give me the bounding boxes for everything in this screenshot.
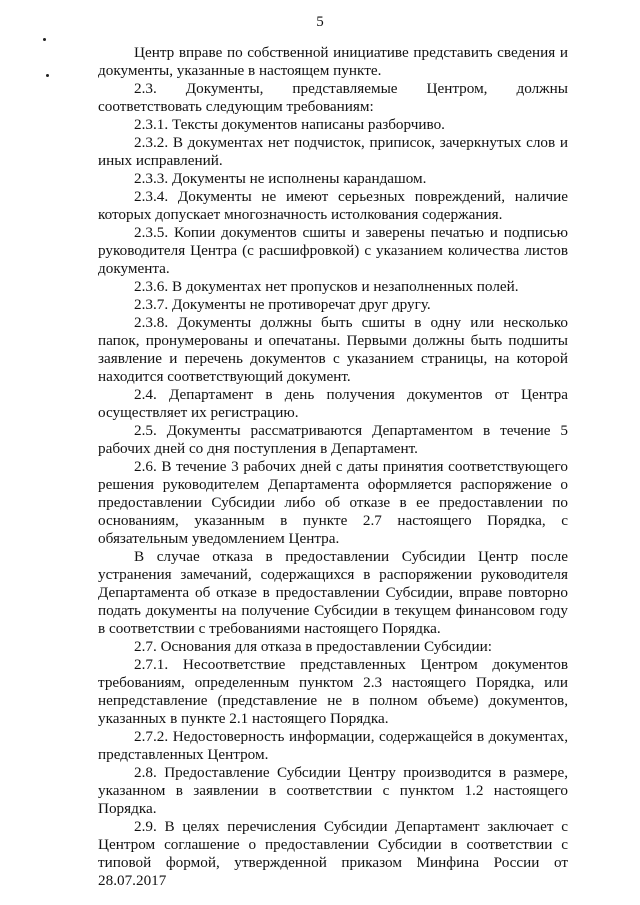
paragraph: 2.3.2. В документах нет подчисток, приписок, зачеркнутых слов и иных исправлений. bbox=[98, 134, 568, 169]
paragraph: 2.8. Предоставление Субсидии Центру производится в размере, указанном в заявлении в соответствии с пунктом 1.2 настоящего Порядка. bbox=[98, 764, 568, 817]
paragraph: 2.6. В течение 3 рабочих дней с даты принятия соответствующего решения руководителем Департамента оформляется распоряжение о предоставлении Субсидии либо об отказе в ее предоставлении по основаниям, указанным в пункте 2.7 настоящего Порядка, с обязательным уведомлением Центра. bbox=[98, 458, 568, 547]
page-number: 5 bbox=[316, 14, 324, 30]
paragraph: 2.3.6. В документах нет пропусков и незаполненных полей. bbox=[134, 278, 519, 295]
paragraph: 2.9. В целях перечисления Субсидии Департамент заключает с Центром соглашение о предоставлении Субсидии в соответствии с типовой формой, утвержденной приказом Минфина России от 28.07.2017 bbox=[98, 818, 568, 889]
paragraph: 2.3.5. Копии документов сшиты и заверены печатью и подписью руководителя Центра (с расшифровкой) с указанием количества листов документа. bbox=[98, 224, 568, 277]
paragraph: В случае отказа в предоставлении Субсидии Центр после устранения замечаний, содержащихся в распоряжении руководителя Департамента об отказе в предоставлении Субсидии, вправе повторно подать документы на получение Субсидии в текущем финансовом году в соответствии с требованиями настоящего Порядка. bbox=[98, 548, 568, 637]
paragraph: 2.5. Документы рассматриваются Департаментом в течение 5 рабочих дней со дня поступления в Департамент. bbox=[98, 422, 568, 457]
paragraph: 2.7.2. Недостоверность информации, содержащейся в документах, представленных Центром. bbox=[98, 728, 568, 763]
scan-speck bbox=[43, 38, 46, 41]
paragraph: 2.3.7. Документы не противоречат друг другу. bbox=[134, 296, 431, 313]
paragraph: 2.4. Департамент в день получения документов от Центра осуществляет их регистрацию. bbox=[98, 386, 568, 421]
document-body bbox=[98, 44, 568, 890]
paragraph: 2.3.8. Документы должны быть сшиты в одну или несколько папок, пронумерованы и опечатаны. Первыми должны быть подшиты заявление и перечень документов с указанием страницы, на которой находится соответствующий документ. bbox=[98, 314, 568, 385]
paragraph: 2.3.3. Документы не исполнены карандашом. bbox=[134, 170, 427, 187]
paragraph: 2.7. Основания для отказа в предоставлении Субсидии: bbox=[134, 638, 492, 655]
paragraph: 2.3.1. Тексты документов написаны разборчиво. bbox=[134, 116, 445, 133]
scan-speck bbox=[46, 74, 49, 77]
paragraph: 2.3. Документы, представляемые Центром, должны соответствовать следующим требованиям: bbox=[98, 80, 568, 115]
paragraph: Центр вправе по собственной инициативе представить сведения и документы, указанные в настоящем пункте. bbox=[98, 44, 568, 79]
paragraph: 2.7.1. Несоответствие представленных Центром документов требованиям, определенным пунктом 2.3 настоящего Порядка, или непредставление (представление не в полном объеме) документов, указанных в пункте 2.1 настоящего Порядка. bbox=[98, 656, 568, 727]
paragraph: 2.3.4. Документы не имеют серьезных повреждений, наличие которых допускает многозначность истолкования содержания. bbox=[98, 188, 568, 223]
